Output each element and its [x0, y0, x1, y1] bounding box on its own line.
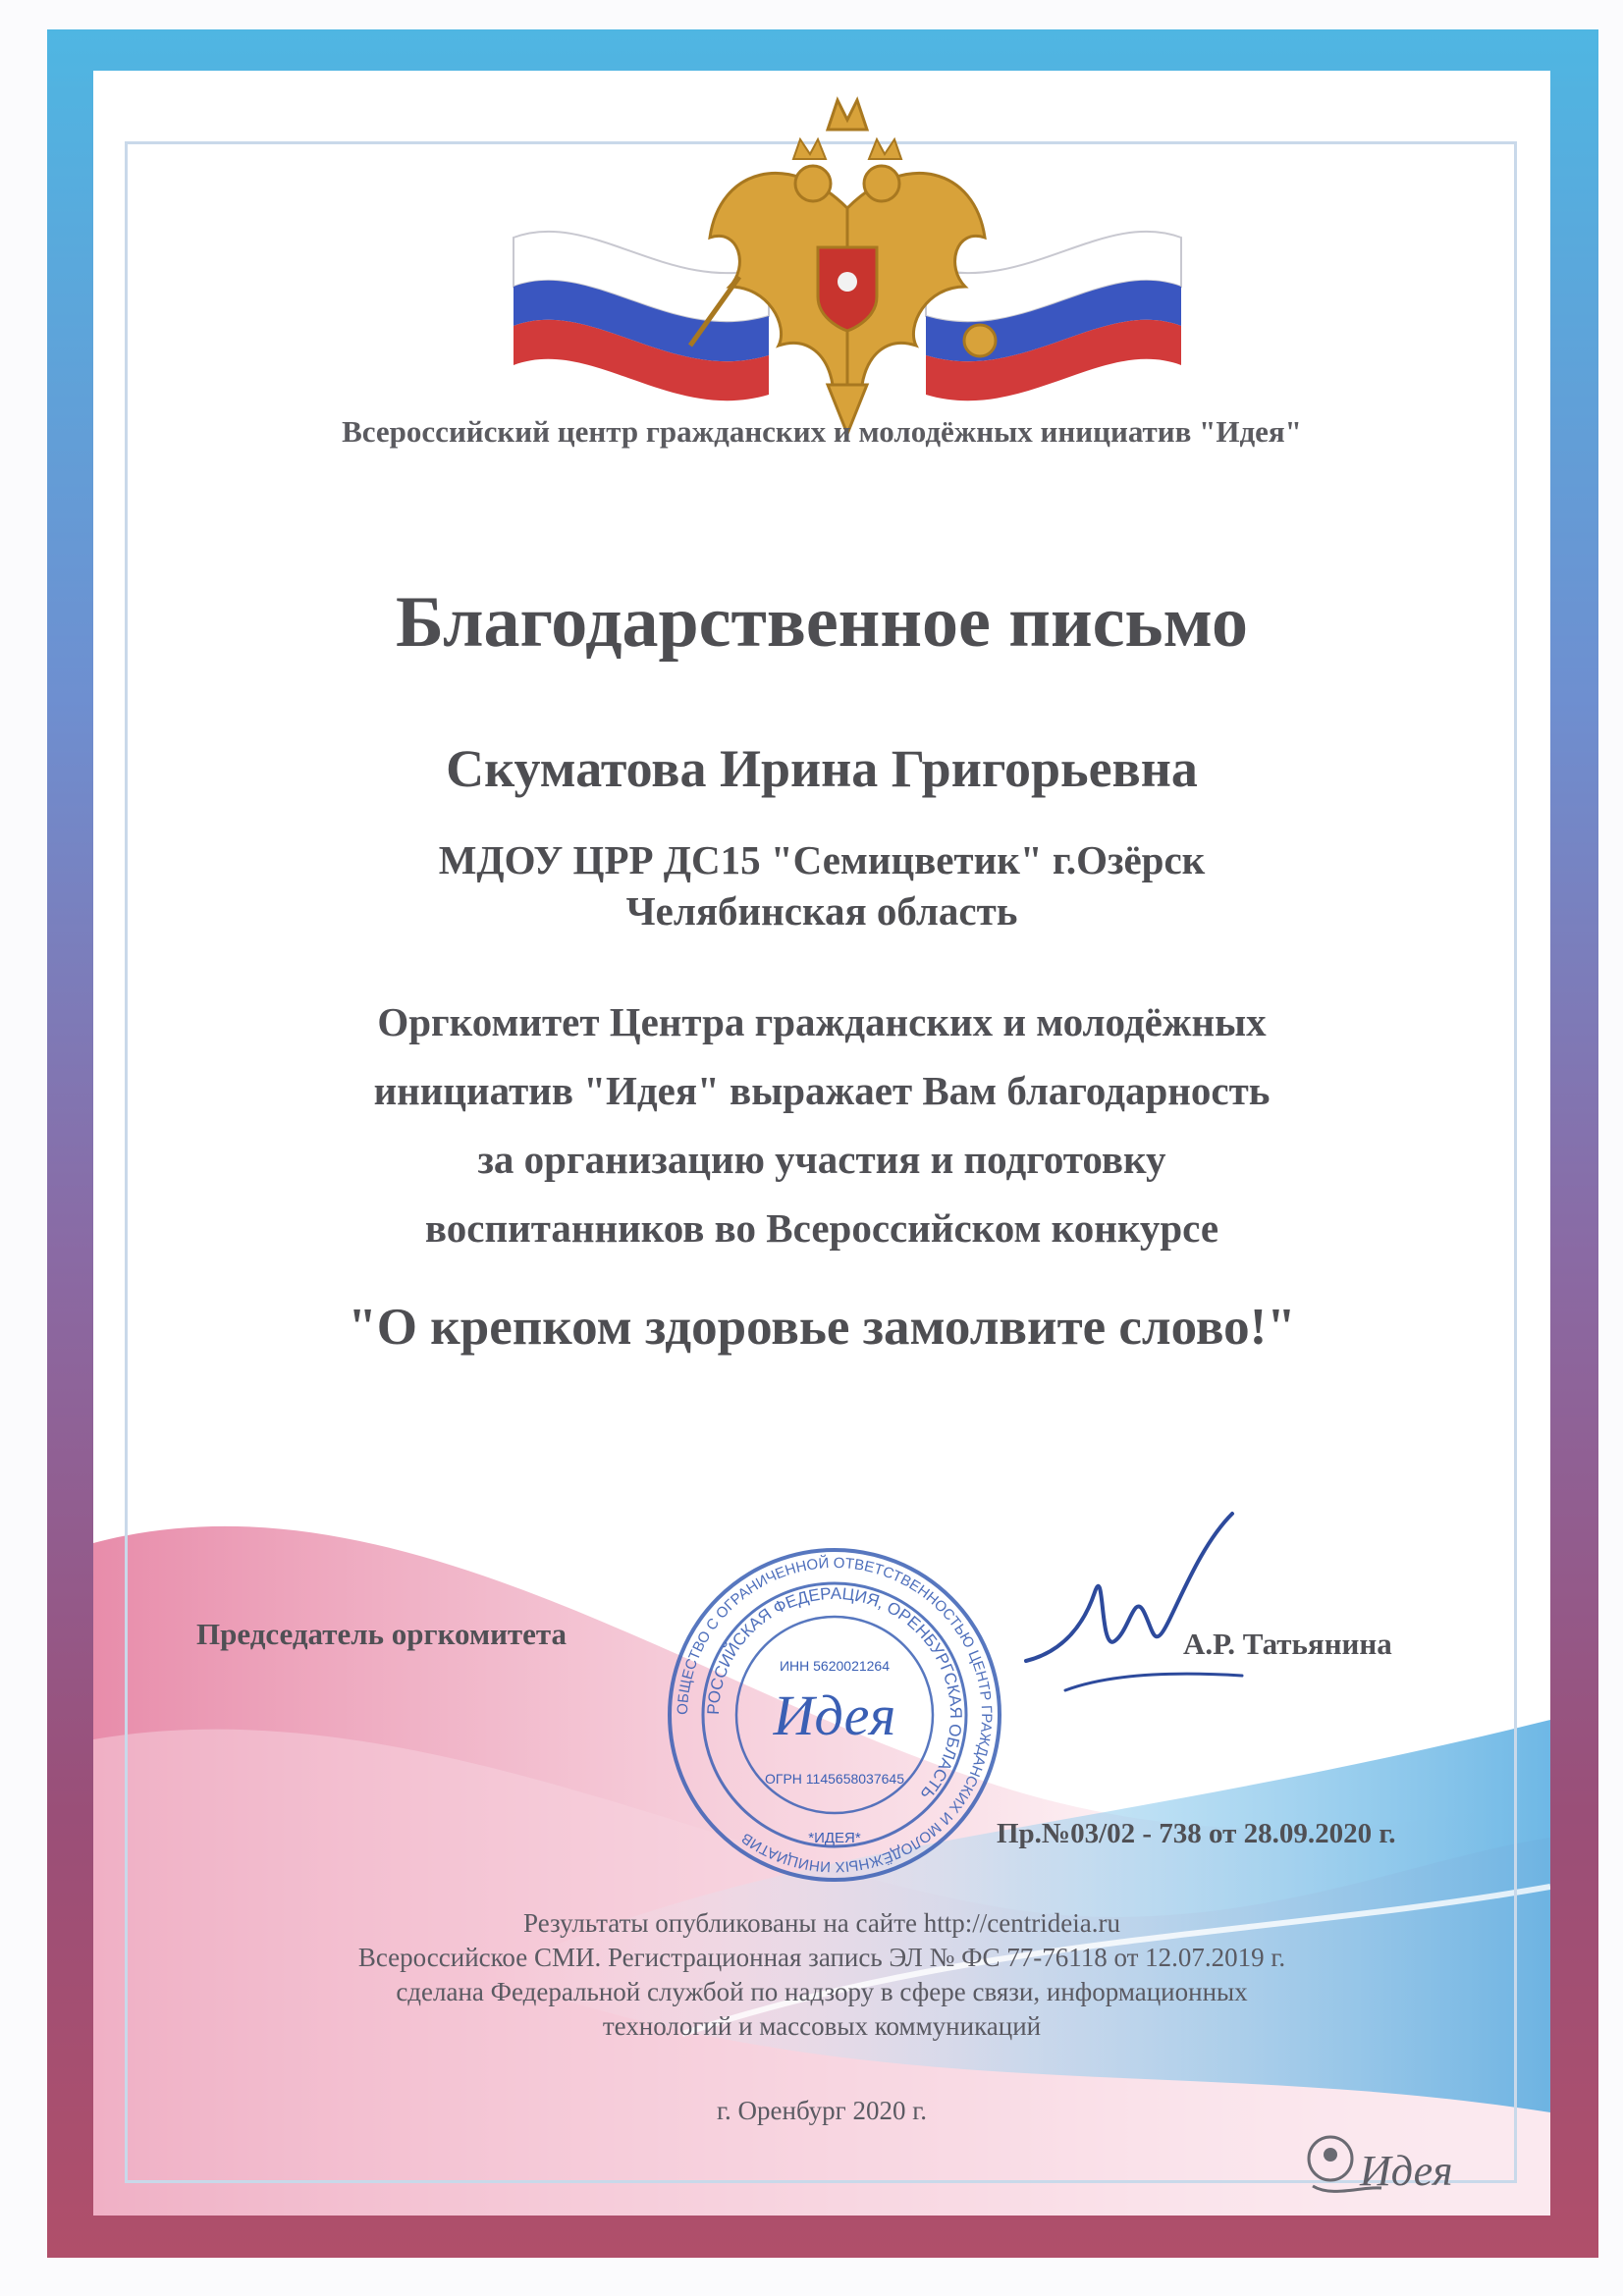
handwritten-signature [1006, 1504, 1262, 1700]
city-year: г. Оренбург 2020 г. [716, 2096, 928, 2125]
institution-line: МДОУ ЦРР ДС15 "Семицветик" г.Озёрск [438, 837, 1206, 882]
stamp-center-text: Идея [773, 1683, 896, 1747]
footer-line: Всероссийское СМИ. Регистрационная запись ЭЛ № ФС 77-76118 от 12.07.2019 г. [357, 1943, 1286, 1972]
stamp-ogrn: ОГРН 1145658037645 [765, 1771, 904, 1787]
footer-line: Результаты опубликованы на сайте http://centrideia.ru [523, 1908, 1120, 1938]
body-text-line: Оргкомитет Центра гражданских и молодёжных [377, 999, 1267, 1044]
organization-stamp [663, 1543, 1006, 1887]
region-line: Челябинская область [625, 888, 1018, 934]
organization-header: Всероссийский центр гражданских и молодёжных инициатив "Идея" [342, 414, 1302, 449]
footer-line: сделана Федеральной службой по надзору в сфере связи, информационных [396, 1977, 1248, 2006]
logo-text: Идея [1360, 2147, 1453, 2195]
signer-name: А.Р. Татьянина [1183, 1627, 1392, 1661]
stamp-inn: ИНН 5620021264 [779, 1658, 891, 1674]
stamp-inner-ring-text: РОССИЙСКАЯ ФЕДЕРАЦИЯ, ОРЕНБУРГСКАЯ ОБЛАСТЬ [703, 1583, 966, 1804]
chair-label: Председатель оргкомитета [196, 1617, 568, 1651]
document-title: Благодарственное письмо [396, 582, 1248, 663]
footer-line: технологий и массовых коммуникаций [602, 2011, 1042, 2041]
stamp-ring-text: ОБЩЕСТВО С ОГРАНИЧЕННОЙ ОТВЕТСТВЕННОСТЬЮ ЦЕНТР ГРАЖДАНСКИХ И МОЛОДЁЖНЫХ ИНИЦИАТИВ [674, 1554, 996, 1876]
body-text-line: за организацию участия и подготовку [477, 1137, 1166, 1182]
recipient-name: Скуматова Ирина Григорьевна [446, 739, 1198, 798]
contest-name: "О крепком здоровье замолвите слово!" [348, 1299, 1296, 1356]
certificate-page [93, 71, 1550, 2216]
stamp-bottom-text: *ИДЕЯ* [808, 1830, 861, 1846]
body-text-line: воспитанников во Всероссийском конкурсе [424, 1205, 1219, 1251]
coat-of-arms-icon [494, 90, 1201, 463]
body-text-line: инициатив "Идея" выражает Вам благодарность [373, 1068, 1271, 1113]
order-number: Пр.№03/02 - 738 от 28.09.2020 г. [997, 1818, 1396, 1849]
